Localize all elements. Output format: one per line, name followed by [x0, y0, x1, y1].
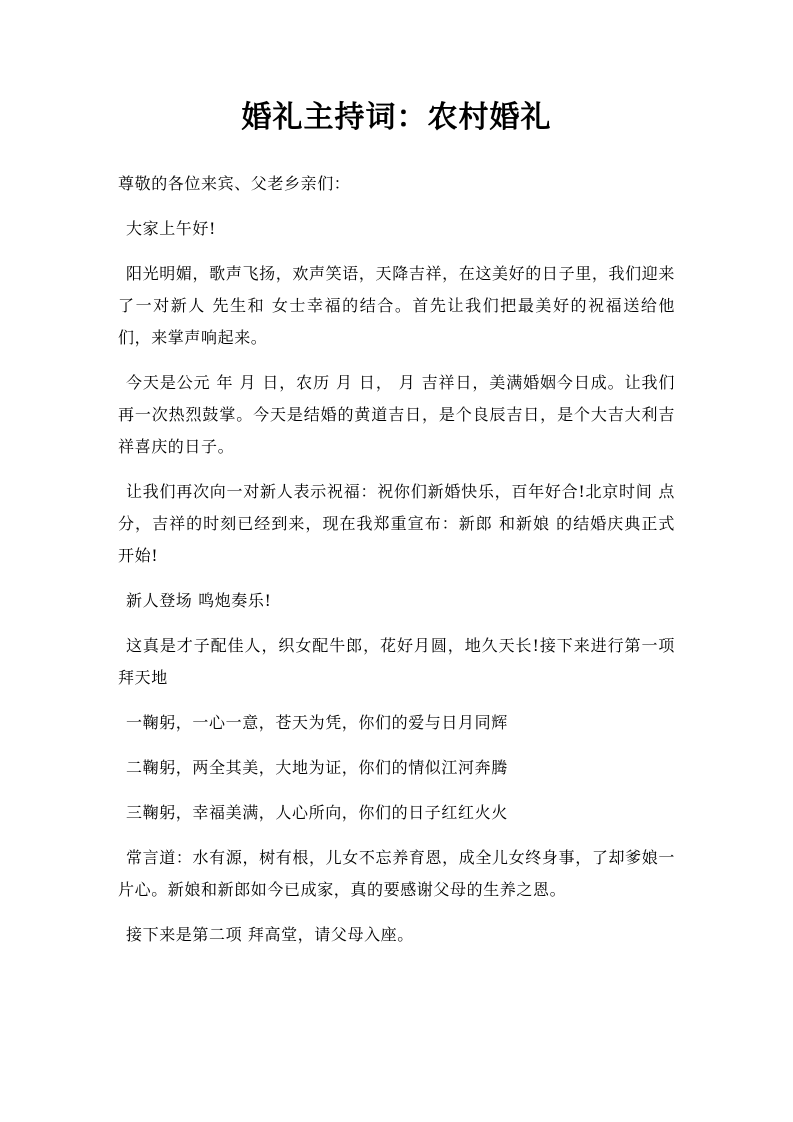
paragraph-bow-2: 二鞠躬，两全其美，大地为证，你们的情似江河奔腾 — [126, 758, 508, 777]
paragraph-date: 今天是公元 年 月 日，农历 月 日， 月 吉祥日，美满婚姻今日成。让我们再一次热烈鼓掌。今天是结婚的黄道吉日，是个良辰吉日，是个大吉大利吉祥喜庆的日子。 — [118, 373, 675, 456]
paragraph-greeting: 大家上午好! — [126, 219, 217, 238]
paragraph-announcement: 让我们再次向一对新人表示祝福：祝你们新婚快乐，百年好合!北京时间 点 分，吉祥的时刻已经到来，现在我郑重宣布：新郎 和新娘 的结婚庆典正式开始! — [118, 482, 675, 565]
paragraph-parents: 常言道：水有源，树有根，儿女不忘养育恩，成全儿女终身事，了却爹娘一片心。新娘和新郎如今已成家，真的要感谢父母的生养之恩。 — [118, 848, 675, 899]
paragraph-salutation: 尊敬的各位来宾、父老乡亲们： — [118, 174, 351, 193]
paragraph-bow-3: 三鞠躬，幸福美满，人心所向，你们的日子红红火火 — [126, 803, 508, 822]
document-body — [118, 168, 675, 964]
page-title: 婚礼主持词：农村婚礼 — [241, 100, 552, 135]
paragraph-entrance: 新人登场 鸣炮奏乐! — [126, 591, 272, 610]
paragraph-first-item: 这真是才子配佳人，织女配牛郎，花好月圆，地久天长!接下来进行第一项 拜天地 — [118, 636, 675, 687]
paragraph-opening: 阳光明媚，歌声飞扬，欢声笑语，天降吉祥，在这美好的日子里，我们迎来了一对新人 先生和 女士幸福的结合。首先让我们把最美好的祝福送给他们，来掌声响起来。 — [118, 264, 675, 347]
paragraph-bow-1: 一鞠躬，一心一意，苍天为凭，你们的爱与日月同辉 — [126, 713, 508, 732]
paragraph-second-item: 接下来是第二项 拜高堂，请父母入座。 — [126, 925, 414, 944]
